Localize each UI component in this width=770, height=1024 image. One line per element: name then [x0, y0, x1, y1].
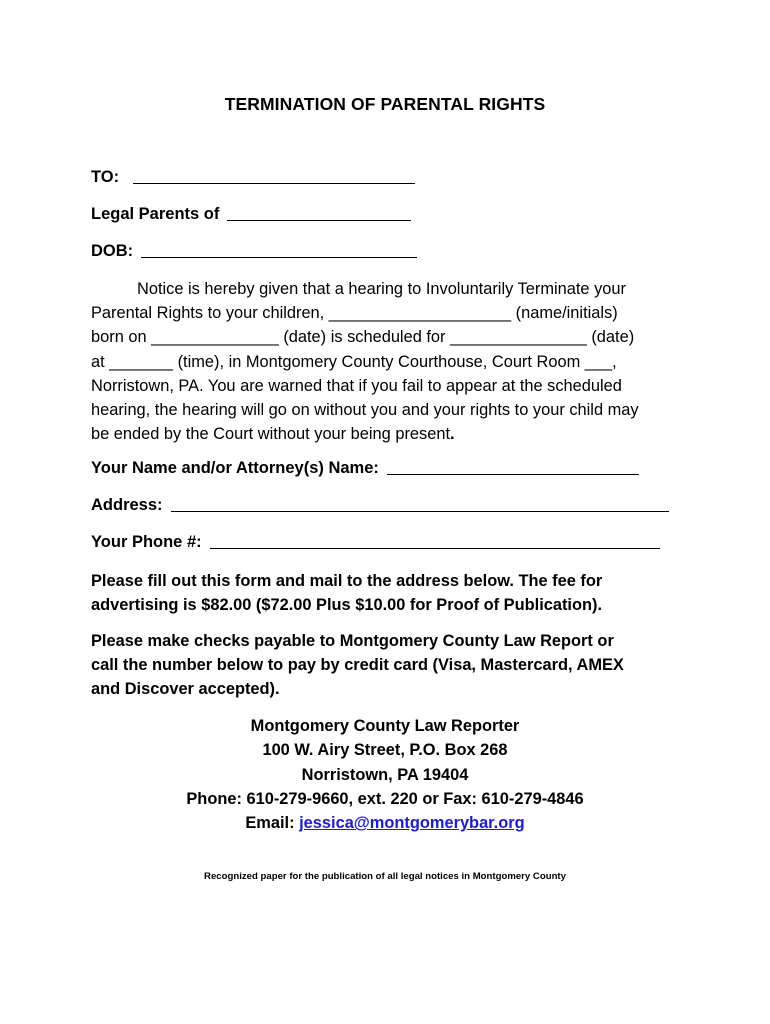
notice-paragraph: [91, 277, 691, 446]
fee-instructions: [91, 569, 602, 617]
notice-line: born on ______________ (date) is scheduled for _______________ (date): [91, 328, 635, 347]
notice-line: Notice is hereby given that a hearing to Involuntarily Terminate your: [137, 280, 626, 298]
address-field: [91, 496, 669, 515]
dob-label: DOB:: [91, 242, 134, 260]
payment-line: and Discover accepted).: [91, 680, 280, 698]
page-title: TERMINATION OF PARENTAL RIGHTS: [224, 94, 546, 114]
contact-email-row: [0, 811, 770, 835]
to-label: TO:: [91, 168, 120, 186]
notice-line: at _______ (time), in Montgomery County Courthouse, Court Room ___,: [91, 352, 617, 371]
contact-street: 100 W. Airy Street, P.O. Box 268: [262, 741, 508, 760]
notice-line: Norristown, PA. You are warned that if you fail to appear at the scheduled: [91, 376, 622, 395]
contact-city: Norristown, PA 19404: [301, 765, 469, 784]
to-blank-line[interactable]: [133, 182, 415, 184]
name-attorney-blank-line[interactable]: [387, 473, 639, 475]
phone-blank-line[interactable]: [210, 547, 660, 549]
name-attorney-field: [91, 459, 639, 478]
payment-line: Please make checks payable to Montgomery County Law Report or: [91, 632, 614, 650]
contact-email-link[interactable]: jessica@montgomerybar.org: [299, 814, 525, 833]
address-blank-line[interactable]: [171, 510, 669, 512]
notice-line: hearing, the hearing will go on without you and your rights to your child may: [91, 401, 639, 420]
footer-note: Recognized paper for the publication of all legal notices in Montgomery County: [204, 871, 566, 882]
fee-line: advertising is $82.00 ($72.00 Plus $10.00 for Proof of Publication).: [91, 596, 603, 614]
to-field: [91, 168, 415, 187]
phone-label: Your Phone #:: [91, 533, 202, 551]
notice-end-period: .: [450, 425, 455, 444]
legal-parents-blank-line[interactable]: [227, 219, 411, 221]
dob-field: [91, 242, 417, 261]
contact-org: Montgomery County Law Reporter: [250, 717, 520, 735]
contact-block: [0, 714, 770, 835]
notice-line: Parental Rights to your children, ____________________ (name/initials): [91, 304, 618, 323]
legal-parents-label: Legal Parents of: [91, 205, 220, 223]
payment-instructions: [91, 629, 624, 701]
phone-field: [91, 533, 660, 552]
address-label: Address:: [91, 496, 163, 514]
notice-line-last: [91, 422, 691, 446]
payment-line: call the number below to pay by credit card (Visa, Mastercard, AMEX: [91, 656, 624, 674]
name-attorney-label: Your Name and/or Attorney(s) Name:: [91, 459, 379, 477]
notice-last-text: be ended by the Court without your being present: [91, 425, 451, 444]
legal-parents-field: [91, 205, 411, 224]
contact-email-label: Email:: [245, 814, 295, 833]
fee-line: Please fill out this form and mail to the address below. The fee for: [91, 572, 603, 590]
dob-blank-line[interactable]: [141, 256, 417, 258]
contact-phone: Phone: 610-279-9660, ext. 220 or Fax: 610-279-4846: [186, 789, 584, 808]
